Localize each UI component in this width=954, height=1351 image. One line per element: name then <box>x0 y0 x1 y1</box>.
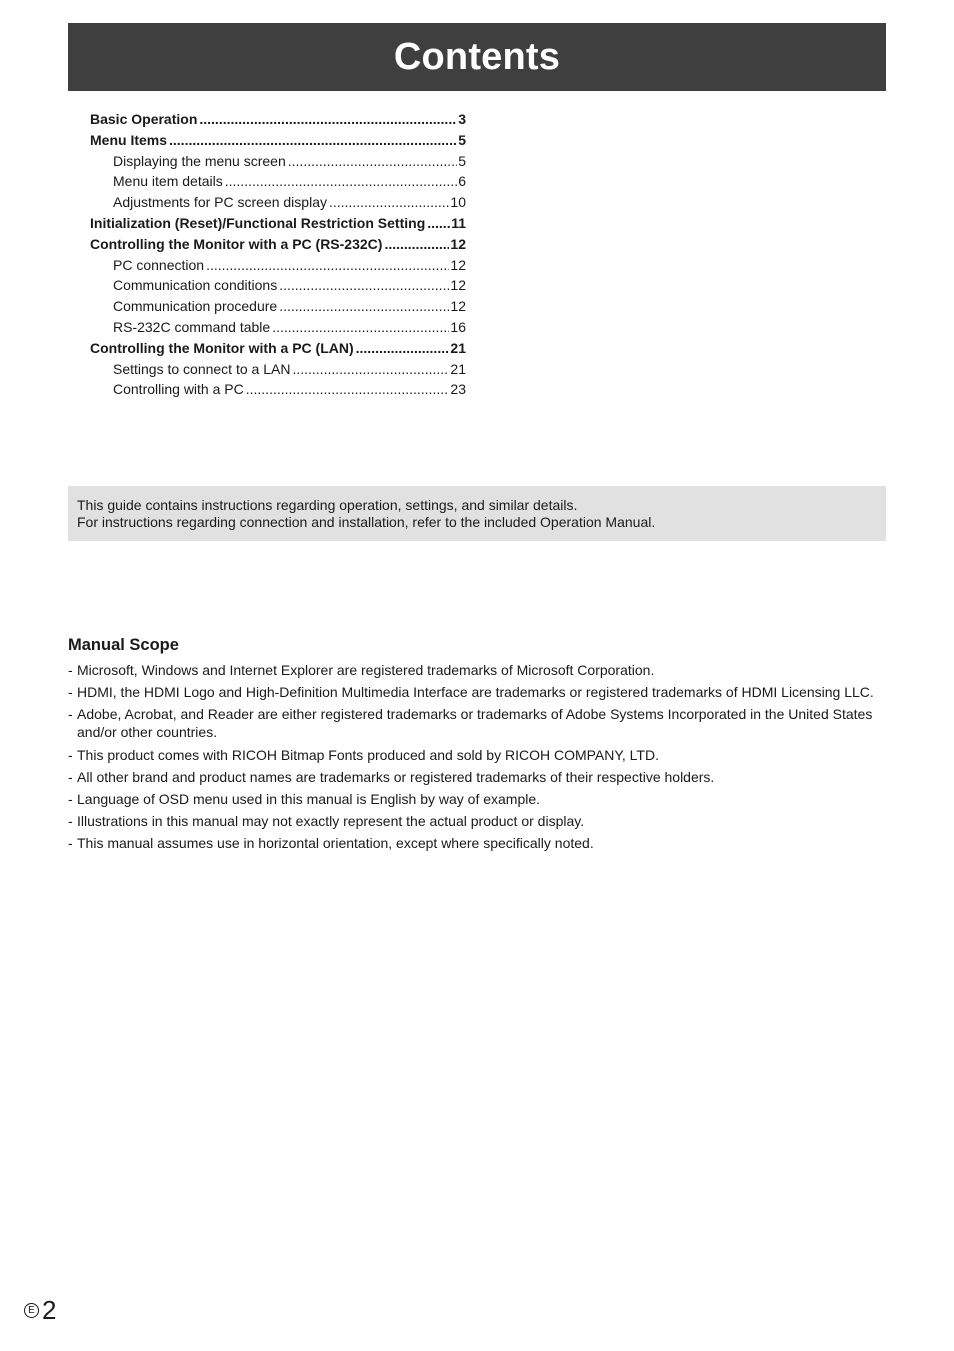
bullet-dash: - <box>68 746 73 763</box>
toc-leader-dots <box>272 319 449 335</box>
page-title: Contents <box>393 35 561 78</box>
contents-header <box>68 23 886 91</box>
toc-leader-dots <box>169 132 457 148</box>
toc-entry-label: Displaying the menu screen <box>113 152 286 169</box>
scope-item-text: Microsoft, Windows and Internet Explorer are registered trademarks of Microsoft Corporation. <box>77 662 655 678</box>
toc-leader-dots <box>292 361 449 377</box>
manual-scope-heading: Manual Scope <box>68 636 179 654</box>
scope-list-item <box>68 661 878 679</box>
toc-entry[interactable] <box>90 361 466 382</box>
toc-leader-dots <box>206 257 449 273</box>
toc-entry-label: Communication conditions <box>113 277 278 294</box>
bullet-dash: - <box>68 835 73 852</box>
toc-entry-page: 23 <box>450 381 466 398</box>
toc-leader-dots <box>384 236 449 252</box>
toc-entry[interactable] <box>90 194 466 215</box>
toc-entry-page: 12 <box>450 298 466 315</box>
toc-entry-page: 10 <box>450 194 466 211</box>
toc-leader-dots <box>199 111 457 127</box>
bullet-dash: - <box>68 662 73 678</box>
bullet-dash: - <box>68 813 73 830</box>
toc-entry-label: Initialization (Reset)/Functional Restriction Setting <box>90 214 426 231</box>
bullet-dash: - <box>68 768 73 785</box>
language-mark-icon: E <box>24 1303 39 1318</box>
toc-entry[interactable] <box>90 111 466 132</box>
scope-item-text: All other brand and product names are trademarks or registered trademarks of their respective holders. <box>77 768 715 785</box>
toc-entry[interactable] <box>90 340 466 361</box>
note-line-1: This guide contains instructions regarding operation, settings, and similar details. <box>77 497 578 513</box>
scope-item-text: Illustrations in this manual may not exactly represent the actual product or display. <box>77 813 585 830</box>
toc-entry[interactable] <box>90 257 466 278</box>
toc-entry-label: Basic Operation <box>90 111 198 127</box>
toc-leader-dots <box>225 173 457 189</box>
toc-entry[interactable] <box>90 381 466 402</box>
toc-entry-label: Controlling with a PC <box>113 381 244 398</box>
toc-entry-label: Menu item details <box>113 173 223 190</box>
table-of-contents <box>90 111 466 402</box>
scope-item-text: Language of OSD menu used in this manual is English by way of example. <box>77 790 541 807</box>
toc-leader-dots <box>279 298 449 314</box>
toc-entry-page: 21 <box>450 339 466 356</box>
toc-entry-page: 12 <box>450 256 466 273</box>
toc-entry[interactable] <box>90 277 466 298</box>
toc-entry[interactable] <box>90 236 466 257</box>
toc-entry-page: 12 <box>450 235 466 252</box>
toc-entry[interactable] <box>90 298 466 319</box>
note-line-2: For instructions regarding connection and installation, refer to the included Operation Manual. <box>77 514 656 530</box>
scope-item-text: This manual assumes use in horizontal orientation, except where specifically noted. <box>77 835 594 852</box>
toc-leader-dots <box>288 153 457 169</box>
page-footer <box>24 1295 56 1325</box>
toc-entry[interactable] <box>90 173 466 194</box>
toc-leader-dots <box>329 194 449 210</box>
scope-list-item <box>68 746 878 764</box>
toc-entry-page: 12 <box>450 277 466 294</box>
toc-entry[interactable] <box>90 319 466 340</box>
toc-leader-dots <box>356 340 450 356</box>
scope-list-item <box>68 790 878 808</box>
scope-list-item <box>68 683 878 701</box>
toc-entry-label: Communication procedure <box>113 298 278 315</box>
manual-scope-section <box>68 636 878 857</box>
toc-entry-page: 5 <box>458 152 466 169</box>
scope-list-item <box>68 834 878 852</box>
bullet-dash: - <box>68 684 73 701</box>
toc-entry-label: RS-232C command table <box>113 318 271 335</box>
scope-item-text: This product comes with RICOH Bitmap Fonts produced and sold by RICOH COMPANY, LTD. <box>77 746 659 763</box>
toc-entry[interactable] <box>90 132 466 153</box>
toc-leader-dots <box>427 215 450 231</box>
guide-note-box <box>68 486 886 541</box>
scope-item-text: HDMI, the HDMI Logo and High-Definition Multimedia Interface are trademarks or registered trademarks of HDMI Licensing LLC. <box>77 684 874 701</box>
scope-list-item <box>68 705 878 741</box>
toc-leader-dots <box>279 277 449 293</box>
toc-entry-page: 5 <box>458 131 466 148</box>
toc-entry[interactable] <box>90 153 466 174</box>
bullet-dash: - <box>68 790 73 807</box>
toc-entry-label: Controlling the Monitor with a PC (RS-232C) <box>90 235 383 252</box>
scope-item-text: Adobe, Acrobat, and Reader are either registered trademarks or trademarks of Adobe Systems Incorporated in the United States and/or other countries. <box>77 706 873 741</box>
scope-list-item <box>68 812 878 830</box>
toc-entry-page: 11 <box>451 214 466 231</box>
toc-entry-label: Controlling the Monitor with a PC (LAN) <box>90 339 354 356</box>
toc-entry-label: Menu Items <box>90 131 168 148</box>
toc-entry-page: 6 <box>458 173 466 190</box>
toc-entry-page: 3 <box>458 111 466 127</box>
page-number: 2 <box>42 1295 57 1325</box>
scope-list-item <box>68 768 878 786</box>
manual-scope-list <box>68 661 878 852</box>
toc-entry-label: Adjustments for PC screen display <box>113 194 327 211</box>
toc-entry[interactable] <box>90 215 466 236</box>
toc-entry-page: 21 <box>450 360 466 377</box>
toc-leader-dots <box>246 381 450 397</box>
toc-entry-label: PC connection <box>113 256 205 273</box>
toc-entry-label: Settings to connect to a LAN <box>113 360 291 377</box>
bullet-dash: - <box>68 706 73 723</box>
toc-entry-page: 16 <box>450 318 466 335</box>
